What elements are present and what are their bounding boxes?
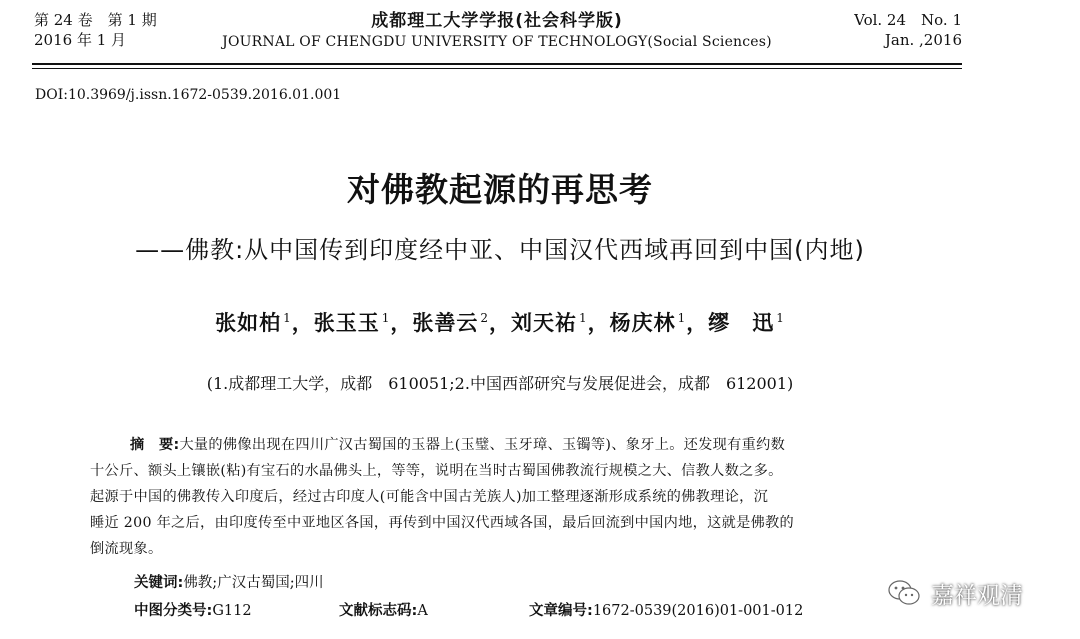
abstract-line: 睡近 200 年之后，由印度传至中亚地区各国，再传到中国汉代西域各国，最后回流到中国内地，这就是佛教的 xyxy=(90,515,795,531)
author: 张善云 $^2$， xyxy=(412,310,511,335)
journal-name xyxy=(32,10,962,52)
clc-number: 中图分类号:G112 xyxy=(134,603,252,619)
watermark-text: 嘉祥观清 xyxy=(931,582,1023,609)
journal-name-cn: 成都理工大学学报(社会科学版) xyxy=(371,11,623,31)
paper-title: 对佛教起源的再思考 xyxy=(347,170,653,209)
article-number: 文章编号:1672-0539(2016)01-001-012 xyxy=(529,603,804,619)
wechat-watermark xyxy=(887,573,1023,613)
journal-header xyxy=(32,10,962,65)
author-list xyxy=(0,308,1000,338)
abstract-line: 十公斤、额头上镶嵌(粘)有宝石的水晶佛头上，等等，说明在当时古蜀国佛教流行规模之大、信教人数之多。 xyxy=(90,463,783,479)
author: 张玉玉 $^1$， xyxy=(313,310,413,335)
abstract-line: 起源于中国的佛教传入印度后，经过古印度人(可能含中国古羌族人)加工整理逐渐形成系统的佛教理论，沉 xyxy=(90,489,769,505)
author: 刘天祐 $^1$， xyxy=(511,310,610,335)
abstract-line: 大量的佛像出现在四川广汉古蜀国的玉器上(玉璧、玉牙璋、玉镯等)、象牙上。还发现有重约数 xyxy=(179,437,786,453)
journal-name-en: JOURNAL OF CHENGDU UNIVERSITY OF TECHNOLOGY(Social Sciences) xyxy=(222,34,772,50)
wechat-icon xyxy=(887,578,921,608)
date-en: Jan. ,2016 xyxy=(884,31,962,49)
abstract-label: 摘 要: xyxy=(130,437,180,453)
keywords-value: 佛教;广汉古蜀国;四川 xyxy=(183,575,324,591)
abstract-line: 倒流现象。 xyxy=(90,541,163,557)
author: 张如柏 $^1$， xyxy=(215,310,314,335)
keywords-label: 关键词: xyxy=(134,575,184,591)
keywords xyxy=(134,572,324,594)
volume-issue-cn: 第 24 卷 第 1 期 xyxy=(34,11,157,29)
header-rule-thick xyxy=(32,63,962,65)
author: 杨庆林 $^1$， xyxy=(609,310,709,335)
abstract xyxy=(90,432,920,562)
volume-issue-en: Vol. 24 No. 1 xyxy=(854,11,962,29)
author: 缪 迅 $^1$ xyxy=(708,310,785,335)
date-cn: 2016 年 1 月 xyxy=(34,31,127,49)
issue-info-en xyxy=(854,10,962,50)
affiliation: (1.成都理工大学，成都 610051;2.中国西部研究与发展促进会，成都 612001) xyxy=(206,374,794,393)
document-code: 文献标志码:A xyxy=(339,603,428,619)
header-rule-thin xyxy=(32,68,962,69)
paper-subtitle: ——佛教:从中国传到印度经中亚、中国汉代西域再回到中国(内地) xyxy=(135,236,865,264)
classification-row xyxy=(134,599,894,623)
doi: DOI:10.3969/j.issn.1672-0539.2016.01.001 xyxy=(35,87,342,103)
